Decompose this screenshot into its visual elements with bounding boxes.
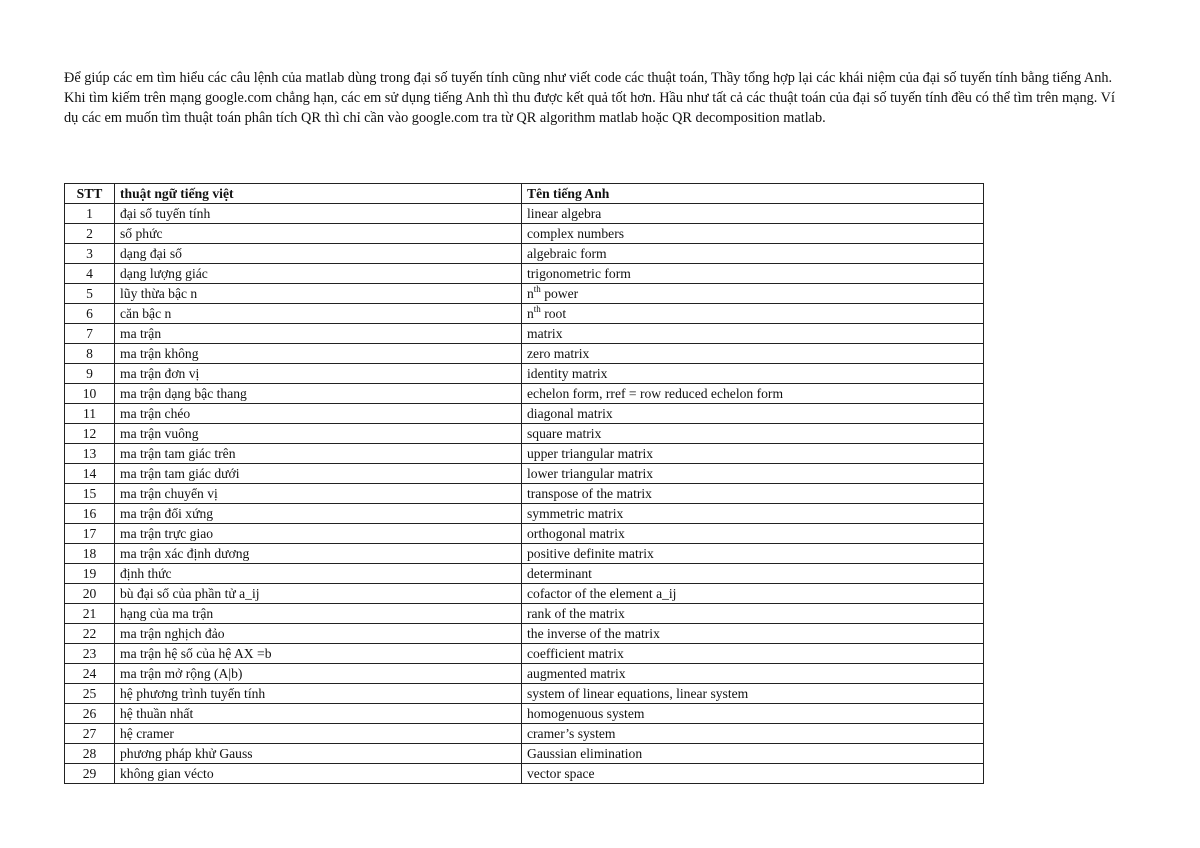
cell-vietnamese: ma trận xác định dương	[115, 544, 522, 564]
table-row	[65, 464, 984, 484]
cell-english	[522, 304, 984, 324]
cell-english: complex numbers	[522, 224, 984, 244]
table-row	[65, 424, 984, 444]
term-base: n	[527, 305, 534, 321]
cell-vietnamese: ma trận nghịch đảo	[115, 624, 522, 644]
table-row	[65, 724, 984, 744]
cell-vietnamese: ma trận mở rộng (A|b)	[115, 664, 522, 684]
table-row	[65, 604, 984, 624]
cell-english: cramer’s system	[522, 724, 984, 744]
term-superscript: th	[533, 303, 541, 314]
table-row	[65, 384, 984, 404]
table-row	[65, 544, 984, 564]
table-row	[65, 704, 984, 724]
table-row	[65, 324, 984, 344]
table-row	[65, 244, 984, 264]
cell-vietnamese: số phức	[115, 224, 522, 244]
header-vietnamese-term: thuật ngữ tiếng việt	[115, 184, 522, 204]
table-row	[65, 764, 984, 784]
cell-english: determinant	[522, 564, 984, 584]
cell-english: echelon form, rref = row reduced echelon form	[522, 384, 984, 404]
table-row	[65, 264, 984, 284]
cell-stt: 3	[65, 244, 115, 264]
table-row	[65, 524, 984, 544]
table-row	[65, 504, 984, 524]
cell-stt: 27	[65, 724, 115, 744]
table-row	[65, 564, 984, 584]
cell-english: square matrix	[522, 424, 984, 444]
cell-stt: 5	[65, 284, 115, 304]
cell-english: rank of the matrix	[522, 604, 984, 624]
cell-stt: 1	[65, 204, 115, 224]
table-row	[65, 644, 984, 664]
table-row	[65, 304, 984, 324]
cell-english: identity matrix	[522, 364, 984, 384]
cell-english	[522, 284, 984, 304]
cell-english: system of linear equations, linear system	[522, 684, 984, 704]
cell-vietnamese: hạng của ma trận	[115, 604, 522, 624]
cell-stt: 28	[65, 744, 115, 764]
table-row	[65, 344, 984, 364]
cell-stt: 8	[65, 344, 115, 364]
cell-stt: 21	[65, 604, 115, 624]
cell-english: the inverse of the matrix	[522, 624, 984, 644]
cell-vietnamese: ma trận trực giao	[115, 524, 522, 544]
cell-english: cofactor of the element a_ij	[522, 584, 984, 604]
table-row	[65, 584, 984, 604]
header-stt: STT	[65, 184, 115, 204]
term-superscript: th	[533, 283, 541, 294]
cell-stt: 20	[65, 584, 115, 604]
table-row	[65, 204, 984, 224]
cell-vietnamese: ma trận vuông	[115, 424, 522, 444]
cell-english: transpose of the matrix	[522, 484, 984, 504]
cell-vietnamese: dạng lượng giác	[115, 264, 522, 284]
cell-english: matrix	[522, 324, 984, 344]
cell-vietnamese: hệ phương trình tuyến tính	[115, 684, 522, 704]
cell-english: Gaussian elimination	[522, 744, 984, 764]
cell-stt: 10	[65, 384, 115, 404]
cell-vietnamese: ma trận tam giác trên	[115, 444, 522, 464]
cell-vietnamese: ma trận chuyển vị	[115, 484, 522, 504]
table-row	[65, 744, 984, 764]
cell-stt: 9	[65, 364, 115, 384]
cell-stt: 24	[65, 664, 115, 684]
cell-stt: 22	[65, 624, 115, 644]
cell-vietnamese: ma trận	[115, 324, 522, 344]
table-row	[65, 404, 984, 424]
cell-english: lower triangular matrix	[522, 464, 984, 484]
cell-vietnamese: ma trận dạng bậc thang	[115, 384, 522, 404]
cell-english: augmented matrix	[522, 664, 984, 684]
cell-vietnamese: hệ thuần nhất	[115, 704, 522, 724]
table-row	[65, 284, 984, 304]
table-row	[65, 624, 984, 644]
cell-stt: 12	[65, 424, 115, 444]
table-row	[65, 664, 984, 684]
cell-english: vector space	[522, 764, 984, 784]
cell-vietnamese: lũy thừa bậc n	[115, 284, 522, 304]
cell-vietnamese: ma trận hệ số của hệ AX =b	[115, 644, 522, 664]
cell-stt: 7	[65, 324, 115, 344]
cell-english: upper triangular matrix	[522, 444, 984, 464]
cell-english: symmetric matrix	[522, 504, 984, 524]
cell-vietnamese: đại số tuyến tính	[115, 204, 522, 224]
table-header-row	[65, 184, 984, 204]
cell-vietnamese: không gian vécto	[115, 764, 522, 784]
table-row	[65, 224, 984, 244]
table-row	[65, 684, 984, 704]
cell-stt: 26	[65, 704, 115, 724]
term-rest: root	[540, 305, 567, 321]
cell-vietnamese: ma trận tam giác dưới	[115, 464, 522, 484]
cell-english: homogenuous system	[522, 704, 984, 724]
table-row	[65, 484, 984, 504]
cell-vietnamese: bù đại số của phần tử a_ij	[115, 584, 522, 604]
cell-stt: 16	[65, 504, 115, 524]
cell-stt: 6	[65, 304, 115, 324]
cell-vietnamese: định thức	[115, 564, 522, 584]
cell-vietnamese: ma trận đơn vị	[115, 364, 522, 384]
cell-vietnamese: ma trận không	[115, 344, 522, 364]
term-rest: power	[540, 285, 579, 301]
cell-stt: 23	[65, 644, 115, 664]
cell-stt: 14	[65, 464, 115, 484]
cell-stt: 25	[65, 684, 115, 704]
cell-vietnamese: ma trận chéo	[115, 404, 522, 424]
cell-stt: 4	[65, 264, 115, 284]
terminology-table	[64, 183, 984, 784]
table-row	[65, 364, 984, 384]
cell-vietnamese: căn bậc n	[115, 304, 522, 324]
cell-english: positive definite matrix	[522, 544, 984, 564]
cell-english: orthogonal matrix	[522, 524, 984, 544]
cell-stt: 15	[65, 484, 115, 504]
cell-english: linear algebra	[522, 204, 984, 224]
cell-stt: 19	[65, 564, 115, 584]
cell-stt: 11	[65, 404, 115, 424]
cell-vietnamese: dạng đại số	[115, 244, 522, 264]
cell-stt: 29	[65, 764, 115, 784]
cell-english: diagonal matrix	[522, 404, 984, 424]
cell-english: trigonometric form	[522, 264, 984, 284]
cell-stt: 13	[65, 444, 115, 464]
intro-text	[64, 68, 1124, 128]
cell-vietnamese: hệ cramer	[115, 724, 522, 744]
intro-paragraph-1: Để giúp các em tìm hiểu các câu lệnh của matlab dùng trong đại số tuyến tính cũng như viết code các thuật toán, Thầy tổng hợp lại các khái niệm của đại số tuyến tính bằng tiếng Anh.	[64, 70, 1113, 86]
header-english-name: Tên tiếng Anh	[522, 184, 984, 204]
cell-vietnamese: ma trận đối xứng	[115, 504, 522, 524]
cell-stt: 18	[65, 544, 115, 564]
cell-english: coefficient matrix	[522, 644, 984, 664]
intro-paragraph-2: Khi tìm kiếm trên mạng google.com chẳng hạn, các em sử dụng tiếng Anh thì thu được kết quả tốt hơn. Hầu như tất cả các thuật toán của đại số tuyến tính đều có thể tìm trên mạng. Ví dụ các em muốn tìm thuật toán phân tích QR thì chỉ cần vào google.com tra từ QR algorithm matlab hoặc QR decomposition matlab.	[64, 90, 1115, 126]
cell-english: algebraic form	[522, 244, 984, 264]
cell-stt: 17	[65, 524, 115, 544]
cell-english: zero matrix	[522, 344, 984, 364]
term-base: n	[527, 285, 534, 301]
table-row	[65, 444, 984, 464]
cell-stt: 2	[65, 224, 115, 244]
cell-vietnamese: phương pháp khử Gauss	[115, 744, 522, 764]
